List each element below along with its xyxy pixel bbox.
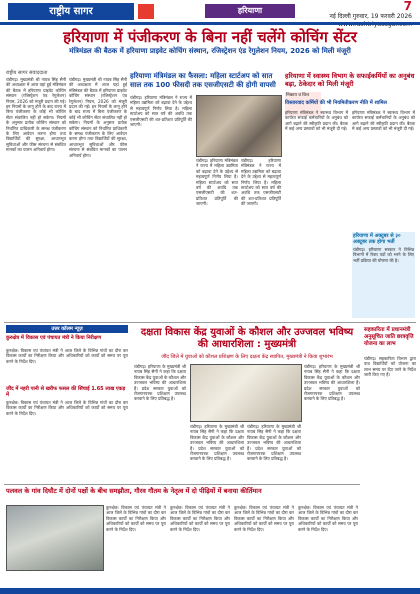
lead-byline: राष्ट्रीय सागर संवाददाता (6, 70, 48, 76)
lead-headline: हरियाणा में पंजीकरण के बिना नहीं चलेंगे कोचिंग सेंटर (63, 28, 357, 46)
right-box-title: हरियाणा में अक्टूबर से ३० अक्टूबर तक होगा भर्ती (353, 233, 401, 245)
right-tag: निकाय व वित्त (285, 92, 321, 116)
bottom-band-body-col4: कुरुक्षेत्र। विकास एवं पंचायत मंत्री ने आज जिले के विभिन्न गांवों का दौरा कर विकास कार्यों का निरीक्षण किया और अधिकारियों को कार्यों को समय पर पूरा करने के निर्देश दिए। (298, 505, 360, 532)
center-headline: दक्षता विकास केंद्र युवाओं के कौशल और उज्जवल भविष्य की आधारशिला : मुख्यमंत्री (140, 327, 354, 350)
lead-body-col2: चंडीगढ़। मुख्यमंत्री श्री नायब सिंह सैनी की अध्यक्षता में आज यहां हुई मंत्रिमंडल की बैठक में हरियाणा प्राइवेट कोचिंग संस्थान (रजिस्ट्रेशन एंड रेगुलेशन) नियम, 2026 को मंजूरी प्रदान की गई। इन नियमों के लागू होने के बाद राज्य में बिना पंजीकरण के कोई भी कोचिंग सेंटर संचालित नहीं हो सकेगा। नियमों के अनुसार प्रत्येक कोचिंग संस्थान को निर्धारित प्राधिकारी के समक्ष पंजीकरण के लिए आवेदन करना होगा तथा विद्यार्थियों की सुरक्षा, आधारभूत सुविधाओं और फीस संरचना से संबंधित मानकों का पालन अनिवार्य होगा। (69, 77, 129, 158)
lead-body-col1: चंडीगढ़। मुख्यमंत्री श्री नायब सिंह सैनी की अध्यक्षता में आज यहां हुई मंत्रिमंडल की बैठक में हरियाणा प्राइवेट कोचिंग संस्थान (रजिस्ट्रेशन एंड रेगुलेशन) नियम, 2026 को मंजूरी प्रदान की गई। इन नियमों के लागू होने के बाद राज्य में बिना पंजीकरण के कोई भी कोचिंग सेंटर संचालित नहीं हो सकेगा। नियमों के अनुसार प्रत्येक कोचिंग संस्थान को निर्धारित प्राधिकारी के समक्ष पंजीकरण के लिए आवेदन करना होगा तथा विद्यार्थियों की सुरक्षा, आधारभूत सुविधाओं और फीस संरचना से संबंधित मानकों का पालन अनिवार्य होगा। (6, 77, 68, 153)
right-headline: हरियाणा में स्वास्थ्य विभाग के सफाईकर्मियों का अनुबंध बढ़ा, ठेकेदार को मिली मंजूरी (285, 72, 415, 88)
center-body-col1: चंडीगढ़। हरियाणा के मुख्यमंत्री श्री नायब सिंह सैनी ने कहा कि दक्षता विकास केंद्र युवाओं के कौशल और उज्जवल भविष्य की आधारशिला हैं। प्रदेश सरकार युवाओं को रोजगारपरक प्रशिक्षण उपलब्ध करवाने के लिए प्रतिबद्ध है। (134, 364, 188, 402)
center-event-photo (190, 364, 302, 422)
center-sub: जींद जिले में युवाओं को कौशल प्रशिक्षण के लिए दक्षता केंद्र स्थापित, मुख्यमंत्री ने किया शुभारंभ (161, 354, 333, 360)
bottom-band-body-col2: कुरुक्षेत्र। विकास एवं पंचायत मंत्री ने आज जिले के विभिन्न गांवों का दौरा कर विकास कार्यों का निरीक्षण किया और अधिकारियों को कार्यों को समय पर पूरा करने के निर्देश दिए। (170, 505, 232, 532)
center-body-col4: चंडीगढ़। हरियाणा के मुख्यमंत्री श्री नायब सिंह सैनी ने कहा कि दक्षता विकास केंद्र युवाओं के कौशल और उज्जवल भविष्य की आधारशिला हैं। प्रदेश सरकार युवाओं को रोजगारपरक प्रशिक्षण उपलब्ध करवाने के लिए प्रतिबद्ध है। (304, 364, 362, 402)
date: गुरुवार, 19 फरवरी 2026 (352, 13, 412, 20)
right-box (352, 232, 415, 318)
bottom-left-body2: कुरुक्षेत्र। विकास एवं पंचायत मंत्री ने आज जिले के विभिन्न गांवों का दौरा कर विकास कार्यों का निरीक्षण किया और अधिकारियों को कार्यों को समय पर पूरा करने के निर्देश दिए। (6, 400, 130, 416)
bottom-band-body-col1: कुरुक्षेत्र। विकास एवं पंचायत मंत्री ने आज जिले के विभिन्न गांवों का दौरा कर विकास कार्यों का निरीक्षण किया और अधिकारियों को कार्यों को समय पर पूरा करने के निर्देश दिए। (106, 505, 168, 532)
right-box-body: चंडीगढ़। हरियाणा सरकार ने विभिन्न विभागों में रिक्त पदों को भरने के लिए भर्ती प्रक्रिया की घोषणा की है। (353, 247, 416, 263)
lead-subheadline: मंत्रिमंडल की बैठक में हरियाणा प्राइवेट कोचिंग संस्थान, रजिस्ट्रेशन एंड रेगुलेशन नियम, 2026 को मिली मंजूरी (69, 47, 351, 55)
bottom-band-body-col3: कुरुक्षेत्र। विकास एवं पंचायत मंत्री ने आज जिले के विभिन्न गांवों का दौरा कर विकास कार्यों का निरीक्षण किया और अधिकारियों को कार्यों को समय पर पूरा करने के निर्देश दिए। (234, 505, 296, 532)
section-label: राष्ट्रीय सागर (8, 3, 134, 20)
bottom-band-headline: पलवल के गांव दिघौट में दोनों पक्षों के बीच समझौता, गौरव गौतम के नेतृत्व में दो पीढ़ियों में बनाया कीर्तिमान (6, 487, 262, 495)
mid-headline: हरियाणा मंत्रिमंडल का फैसला: महिला स्टार्टअप को सात साल तक 100 फीसदी तक एसजीएसटी की होगी वापसी (130, 72, 276, 89)
bottom-left-headline1: कुरुक्षेत्र में विकास एवं पंचायत मंत्री ने किया निरीक्षण (6, 335, 102, 341)
header-rule (0, 22, 420, 25)
section-tag: हरियाणा (205, 4, 295, 18)
right-body-col2: हरियाणा मंत्रिमंडल ने स्वास्थ्य विभाग में कार्यरत सफाई कर्मचारियों के अनुबंध को आगे बढ़ाने की स्वीकृति प्रदान की। बैठक में कई अन्य प्रस्तावों को भी मंजूरी दी गई। (352, 110, 417, 132)
bottom-left-headline2: जींद में नहरी पानी से खरीफ फसल की सिंचाई 1.65 लाख एकड़ में (6, 386, 126, 398)
city: नई दिल्ली (329, 13, 351, 20)
bottom-left-banner: उत्तर कॉलम न्यूज़ (6, 325, 128, 333)
village-photo (6, 505, 104, 571)
logo-icon (138, 4, 154, 19)
center-body-col3: चंडीगढ़। हरियाणा के मुख्यमंत्री श्री नायब सिंह सैनी ने कहा कि दक्षता विकास केंद्र युवाओं के कौशल और उज्जवल भविष्य की आधारशिला हैं। प्रदेश सरकार युवाओं को रोजगारपरक प्रशिक्षण उपलब्ध करवाने के लिए प्रतिबद्ध है। (247, 424, 303, 462)
section-divider (4, 322, 416, 323)
mid-body-col1: चंडीगढ़। हरियाणा मंत्रिमंडल ने राज्य में महिला उद्यमिता को बढ़ावा देने के उद्देश्य से महत्वपूर्ण निर्णय लिया है। महिला स्टार्टअप को सात वर्ष की अवधि तक एसजीएसटी की शत-प्रतिशत प्रतिपूर्ति की जाएगी। (130, 95, 194, 128)
mid-body-col3: चंडीगढ़। हरियाणा मंत्रिमंडल ने राज्य में महिला उद्यमिता को बढ़ावा देने के उद्देश्य से महत्वपूर्ण निर्णय लिया है। महिला स्टार्टअप को सात वर्ष की अवधि तक एसजीएसटी की शत-प्रतिशत प्रतिपूर्ति की जाएगी। (241, 158, 283, 207)
center-body-col2: चंडीगढ़। हरियाणा के मुख्यमंत्री श्री नायब सिंह सैनी ने कहा कि दक्षता विकास केंद्र युवाओं के कौशल और उज्जवल भविष्य की आधारशिला हैं। प्रदेश सरकार युवाओं को रोजगारपरक प्रशिक्षण उपलब्ध करवाने के लिए प्रतिबद्ध है। (190, 424, 246, 462)
page-number: 7 (403, 0, 412, 13)
right-sub: विस्तारवाद कर्मियों की भी नियमितीकरण नीति में शामिल (285, 100, 387, 106)
bottom-band-rule (4, 484, 360, 485)
right-body-col1: हरियाणा मंत्रिमंडल ने स्वास्थ्य विभाग में कार्यरत सफाई कर्मचारियों के अनुबंध को आगे बढ़ाने की स्वीकृति प्रदान की। बैठक में कई अन्य प्रस्तावों को भी मंजूरी दी गई। (285, 110, 350, 132)
mid-body-col2: चंडीगढ़। हरियाणा मंत्रिमंडल ने राज्य में महिला उद्यमिता को बढ़ावा देने के उद्देश्य से महत्वपूर्ण निर्णय लिया है। महिला स्टार्टअप को सात वर्ष की अवधि तक एसजीएसटी की शत-प्रतिशत प्रतिपूर्ति की जाएगी। (196, 158, 240, 207)
bottom-right-body: चंडीगढ़। सहकारिता विभाग द्वारा पात्र विद्यार्थियों को योजना का लाभ समय पर दिए जाने के निर्देश जारी किए गए हैं। (364, 356, 418, 378)
cabinet-meeting-photo (196, 95, 282, 157)
bottom-left-body1: कुरुक्षेत्र। विकास एवं पंचायत मंत्री ने आज जिले के विभिन्न गांवों का दौरा कर विकास कार्यों का निरीक्षण किया और अधिकारियों को कार्यों को समय पर पूरा करने के निर्देश दिए। (6, 348, 130, 364)
footer-bar (0, 588, 420, 594)
bottom-right-headline: सहकारिता में प्रधानमंत्री अनुसूचित जाति छात्रवृत्ति योजना का लाभ (364, 327, 414, 347)
